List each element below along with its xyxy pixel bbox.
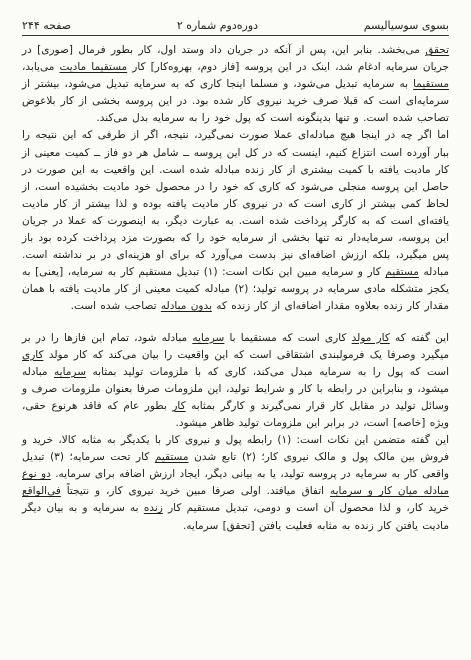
page-number: صفحه ۲۴۴ — [22, 18, 72, 32]
paragraph — [22, 432, 449, 535]
underlined-text: مستقیما — [413, 78, 449, 91]
text-run: اتفاق میافتد. اولی صرفا مبین خرید نیروی کار، و نتیجتاً — [60, 485, 330, 498]
underlined-text: بدون مبادله — [160, 300, 212, 313]
text-run: کار و سرمایه مبین این نکات است: (۱) تبدیل مستقیم کار به سرمایه، [یعنی] به یکجز متشکله مادی سرمایه در پروسه تولید؛ (۲) مبادله کمیت معینی از کار مادیت یافته با همان مقدار کار زنده بعلاوه مقدار اضافه‌ای از کار زنده که — [22, 266, 449, 313]
underlined-text: فی‌الواقع — [22, 485, 61, 498]
text-run: است که پول را به سرمایه مبدل می‌کند، کاری که با ملزومات تولید بمثابه — [86, 365, 449, 378]
text-run: به سرمایه تبدیل می‌شود، و مسلما اینجا کاری که به سرمایه تبدیل می‌شود، بیشتر از سرمایه‌ای است که قبلا صرف خرید نیروی کار شده بود. در این پروسه بخشی از کار بلاعوض تصاحب شده است. و تنها بدینگونه است که پول خود را به سرمایه بدل می‌کند. — [22, 78, 449, 125]
body-text — [22, 42, 449, 535]
underlined-text: زنده — [143, 502, 163, 515]
text-run: اما اگر چه در اینجا هیچ مبادله‌ای عملا صورت نمی‌گیرد، نتیجه، اگر از طرفی که این نتیجه را ببار آورده است انتزاع کنیم، اینست که در کل این پروسه ــ شامل هر دو فاز ــ کمیت معینی از کار مادیت یافته با کمیت بیشتری از کار زنده مبادله شده است. این واقعیت به این صورت در حاصل این پروسه منجلی می‌شود که کاری که خود را در محصول خود مادیت بخشیده است، از لحاظ کمی بیشتر از کاری است که در نیروی کار مادیت یافته بوده و لذا بیشتر از کار مادیت یافته‌ای است که به کارگر پرداخت شده است. به عبارت دیگر، به اینصورت که عملا در جریان این پروسه، سرمایه‌دار نه تنها بخشی از سرمایه خود را که بصورت مزد پرداخت کرده بود باز پس میگیرد، بلکه ارزش اضافه‌ای نیز بدست می‌آورد که برای او هزینه‌ای در بر نداشته است. مبادله — [22, 129, 449, 279]
text-run: خرید کار، و لذا محصول آن است و دومی، تبدیل مستقیم کار — [162, 502, 450, 515]
paragraph — [22, 42, 449, 127]
underlined-text: کاری — [22, 348, 44, 361]
underlined-text: تحقق — [425, 44, 449, 56]
text-run: به سرمایه و به بیان دیگر مادیت یافتن کار زنده به مثابه فعلیت یافتن [تحقق] سرمایه. — [22, 502, 449, 532]
underlined-text: مستقیم — [385, 266, 419, 279]
text-run: کار تحت سرمایه؛ (۳) تبدیل واقعی کار به سرمایه در پروسه تولید، یا به بیانی دیگر، ایجاد ارزش اضافه برای سرمایه. — [22, 451, 449, 481]
text-run: این گفته متضمن این نکات است: (۱) رابطه پول و نیروی کار با یکدیگر به مثابه کالا، خرید و فروش بین مالک پول و مالک نیروی کار؛ (۲) تابع شدن — [22, 434, 450, 464]
text-run: می‌یابد، — [22, 61, 60, 74]
text-run: می‌بخشد. بنابر این، پس از آنکه در جریان داد وستد اول، کار بطور فرمال [صوری] در جریان سرمایه ادغام شد، اینک در این پروسه [فاز دوم، بهرو‌ه‌کار] کار — [22, 44, 449, 74]
underlined-text: سرمایه — [54, 365, 86, 378]
journal-title: بسوی سوسیالیسم — [363, 18, 449, 32]
underlined-text: مستقیم — [154, 451, 189, 464]
paragraph — [22, 330, 449, 433]
text-run: بطور عام که فاقد هرنوع حقی، ویژه [خاصه] است، در برابر این ملزومات تولید ظاهر میشود. — [22, 399, 449, 429]
text-run: تصاحب شده است. — [70, 300, 161, 313]
issue-label: دوره‌دوم شماره ۲ — [176, 18, 259, 32]
underlined-text: کار مولد — [351, 331, 390, 344]
text-run: این گفته که — [389, 331, 449, 344]
text-run: مبادله میشود، و بنابراین در رابطه با کار و شرایط تولید، این ملزومات صرفا بعنوان ملزومات صرف و وسائل تولید در مقابل کار قرار نمی‌گیرند و کارگر بمثابه — [22, 365, 449, 412]
underlined-text: دو نوع مبادله میان کار و سرمایه — [22, 468, 449, 498]
text-run: مبادله شود، تمام این فازها را در بر میگیرد وصرفا یک فرمولبندی اشتقاقی است که این واقعیت را بیان می‌کند که کار مولد — [22, 331, 449, 361]
underlined-text: مستقیما مادیت — [59, 61, 128, 74]
text-run: کاری است که مستقیما با — [224, 331, 352, 344]
underlined-text: کار — [172, 399, 186, 412]
running-header — [22, 14, 449, 36]
header-rule — [22, 35, 449, 36]
underlined-text: سرمایه — [192, 331, 225, 344]
paragraph-gap — [22, 316, 449, 330]
paragraph — [22, 127, 449, 315]
